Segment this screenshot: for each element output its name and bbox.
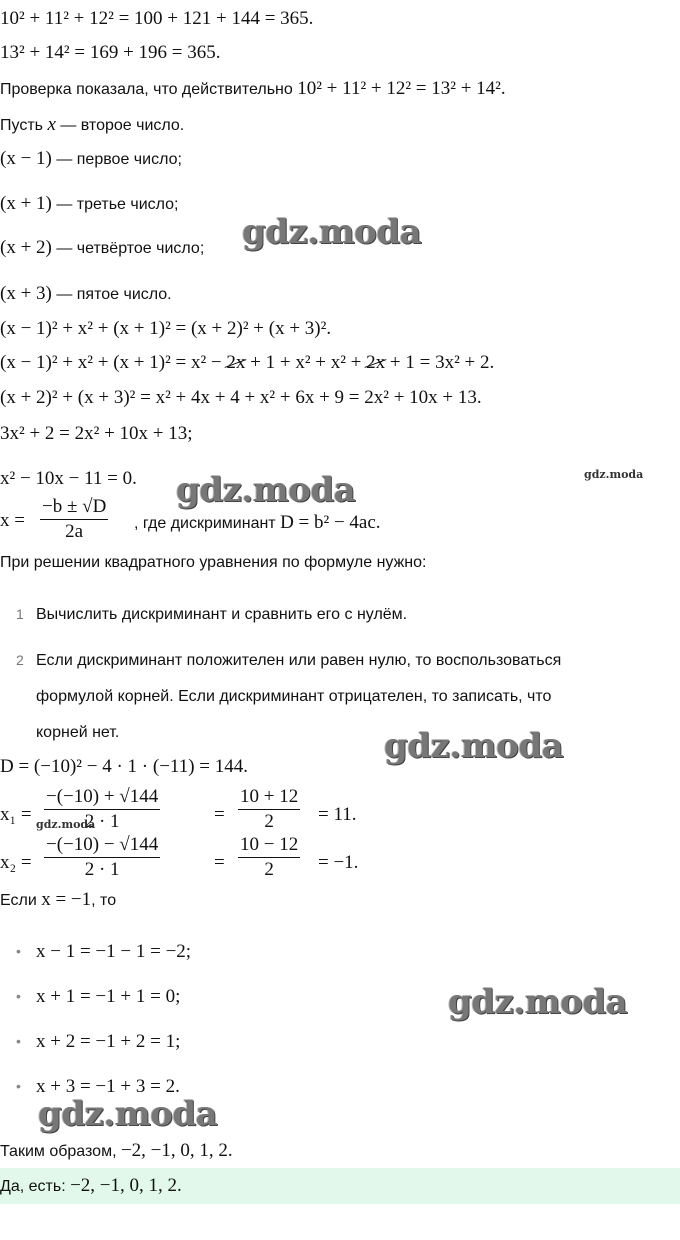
let-text: Пусть bbox=[0, 117, 48, 134]
fraction-bar bbox=[40, 519, 108, 520]
step-text-2c: корней нет. bbox=[36, 724, 120, 741]
x1-denominator-1: 2 · 1 bbox=[84, 811, 120, 832]
cancelled-term-2: 2x bbox=[366, 352, 386, 373]
watermark-logo: gdz.moda bbox=[384, 726, 564, 766]
first-number-text: — первое число; bbox=[51, 151, 182, 168]
conclusion-math: −2, −1, 0, 1, 2. bbox=[120, 1140, 233, 1161]
then-text: , то bbox=[91, 892, 117, 909]
x2-numerator-1: −(−10) − √144 bbox=[46, 834, 159, 855]
fifth-number-text: — пятое число. bbox=[51, 286, 172, 303]
fifth-number-line bbox=[0, 283, 172, 306]
answer-box bbox=[0, 1168, 680, 1204]
fourth-number-text: — четвёртое число; bbox=[51, 240, 205, 257]
watermark-logo-small: gdz.moda bbox=[584, 468, 644, 481]
cancelled-term-1: 2x bbox=[226, 352, 246, 373]
x2-result: = −1. bbox=[318, 852, 359, 873]
x1-eq-sign: = bbox=[214, 804, 225, 825]
bullet-item-2: x + 1 = −1 + 1 = 0; bbox=[36, 986, 181, 1007]
fourth-number-math: (x + 2) bbox=[0, 237, 52, 258]
x2-bar-1 bbox=[44, 857, 160, 858]
x2-label: x₂ = bbox=[0, 852, 32, 873]
quadratic-formula-fraction bbox=[40, 496, 108, 543]
x-var: x bbox=[47, 114, 56, 135]
right-side-expansion: (x + 2)² + (x + 3)² = x² + 4x + 4 + x² + 6x + 9 = 2x² + 10x + 13. bbox=[0, 387, 482, 408]
bullet-marker: • bbox=[16, 943, 21, 959]
instruction-text: При решении квадратного уравнения по формуле нужно: bbox=[0, 554, 427, 571]
bullet-item-3: x + 2 = −1 + 2 = 1; bbox=[36, 1031, 181, 1052]
x1-bar-1 bbox=[44, 809, 160, 810]
first-number-math: (x − 1) bbox=[0, 148, 52, 169]
x1-fraction-2 bbox=[238, 786, 300, 833]
watermark-logo-small: gdz.moda bbox=[36, 818, 96, 831]
simplified-equation: 3x² + 2 = 2x² + 10x + 13; bbox=[0, 423, 193, 444]
third-number-line bbox=[0, 193, 179, 216]
x1-result: = 11. bbox=[318, 804, 357, 825]
first-number-line bbox=[0, 148, 182, 171]
fifth-number-math: (x + 3) bbox=[0, 283, 52, 304]
check-text: Проверка показала, что действительно bbox=[0, 81, 298, 98]
x1-label: x₁ = bbox=[0, 804, 32, 825]
x2-fraction-1 bbox=[44, 834, 160, 881]
step-number-2: 2 bbox=[16, 652, 24, 668]
x2-bar-2 bbox=[238, 857, 300, 858]
bullet-item-4: x + 3 = −1 + 3 = 2. bbox=[36, 1076, 180, 1097]
formula-numerator: −b ± √D bbox=[42, 496, 107, 517]
second-number-text: — второе число. bbox=[55, 117, 185, 134]
expansion-part-a: (x − 1)² + x² + (x + 1)² = x² − bbox=[0, 352, 227, 373]
x2-denominator-2: 2 bbox=[264, 859, 274, 880]
watermark-logo: gdz.moda bbox=[38, 1094, 218, 1134]
third-number-text: — третье число; bbox=[51, 196, 179, 213]
discriminant-calc: D = (−10)² − 4 · 1 · (−11) = 144. bbox=[0, 756, 249, 777]
quadratic-equation: x² − 10x − 11 = 0. bbox=[0, 468, 137, 489]
if-math: x = −1 bbox=[41, 889, 92, 910]
x1-denominator-2: 2 bbox=[264, 811, 274, 832]
bullet-marker: • bbox=[16, 1033, 21, 1049]
answer-text: Да, есть: bbox=[0, 1178, 71, 1195]
formula-x-eq: x = bbox=[0, 510, 25, 531]
bullet-marker: • bbox=[16, 988, 21, 1004]
step-text-1: Вычислить дискриминант и сравнить его с нулём. bbox=[36, 606, 408, 623]
conclusion-text: Таким образом, bbox=[0, 1143, 121, 1160]
step-number-1: 1 bbox=[16, 606, 24, 622]
discriminant-formula: D = b² − 4ac. bbox=[280, 512, 381, 533]
step-text-2a: Если дискриминант положителен или равен нулю, то воспользоваться bbox=[36, 652, 562, 669]
bullet-marker: • bbox=[16, 1078, 21, 1094]
main-equation: (x − 1)² + x² + (x + 1)² = (x + 2)² + (x + 3)². bbox=[0, 318, 332, 339]
if-line bbox=[0, 889, 116, 912]
check-math: 10² + 11² + 12² = 13² + 14². bbox=[297, 78, 506, 99]
expansion-part-c: + 1 = 3x² + 2. bbox=[385, 352, 495, 373]
x2-eq-sign: = bbox=[214, 852, 225, 873]
watermark-logo: gdz.moda bbox=[176, 470, 356, 510]
equation-sum-two-squares: 13² + 14² = 169 + 196 = 365. bbox=[0, 42, 221, 63]
x2-numerator-2: 10 − 12 bbox=[240, 834, 299, 855]
conclusion-line bbox=[0, 1140, 233, 1163]
if-text: Если bbox=[0, 892, 42, 909]
equation-sum-three-squares: 10² + 11² + 12² = 100 + 121 + 144 = 365. bbox=[0, 8, 314, 29]
x1-numerator-2: 10 + 12 bbox=[240, 786, 299, 807]
formula-line bbox=[0, 510, 25, 533]
answer-line bbox=[0, 1175, 182, 1197]
watermark-logo: gdz.moda bbox=[448, 982, 628, 1022]
x2-denominator-1: 2 · 1 bbox=[84, 859, 120, 880]
discriminant-text: , где дискриминант bbox=[134, 515, 281, 532]
answer-math: −2, −1, 0, 1, 2. bbox=[70, 1175, 182, 1196]
check-line bbox=[0, 78, 506, 101]
x1-numerator-1: −(−10) + √144 bbox=[46, 786, 159, 807]
let-x-line bbox=[0, 114, 184, 137]
discriminant-def bbox=[134, 512, 381, 535]
fourth-number-line bbox=[0, 237, 204, 260]
bullet-item-1: x − 1 = −1 − 1 = −2; bbox=[36, 941, 192, 962]
third-number-math: (x + 1) bbox=[0, 193, 52, 214]
expansion-part-b: + 1 + x² + x² + bbox=[245, 352, 367, 373]
left-side-expansion bbox=[0, 352, 494, 374]
x1-bar-2 bbox=[238, 809, 300, 810]
x2-fraction-2 bbox=[238, 834, 300, 881]
watermark-logo: gdz.moda bbox=[242, 212, 422, 252]
formula-denominator: 2a bbox=[65, 521, 84, 542]
step-text-2b: формулой корней. Если дискриминант отрицателен, то записать, что bbox=[36, 688, 552, 705]
